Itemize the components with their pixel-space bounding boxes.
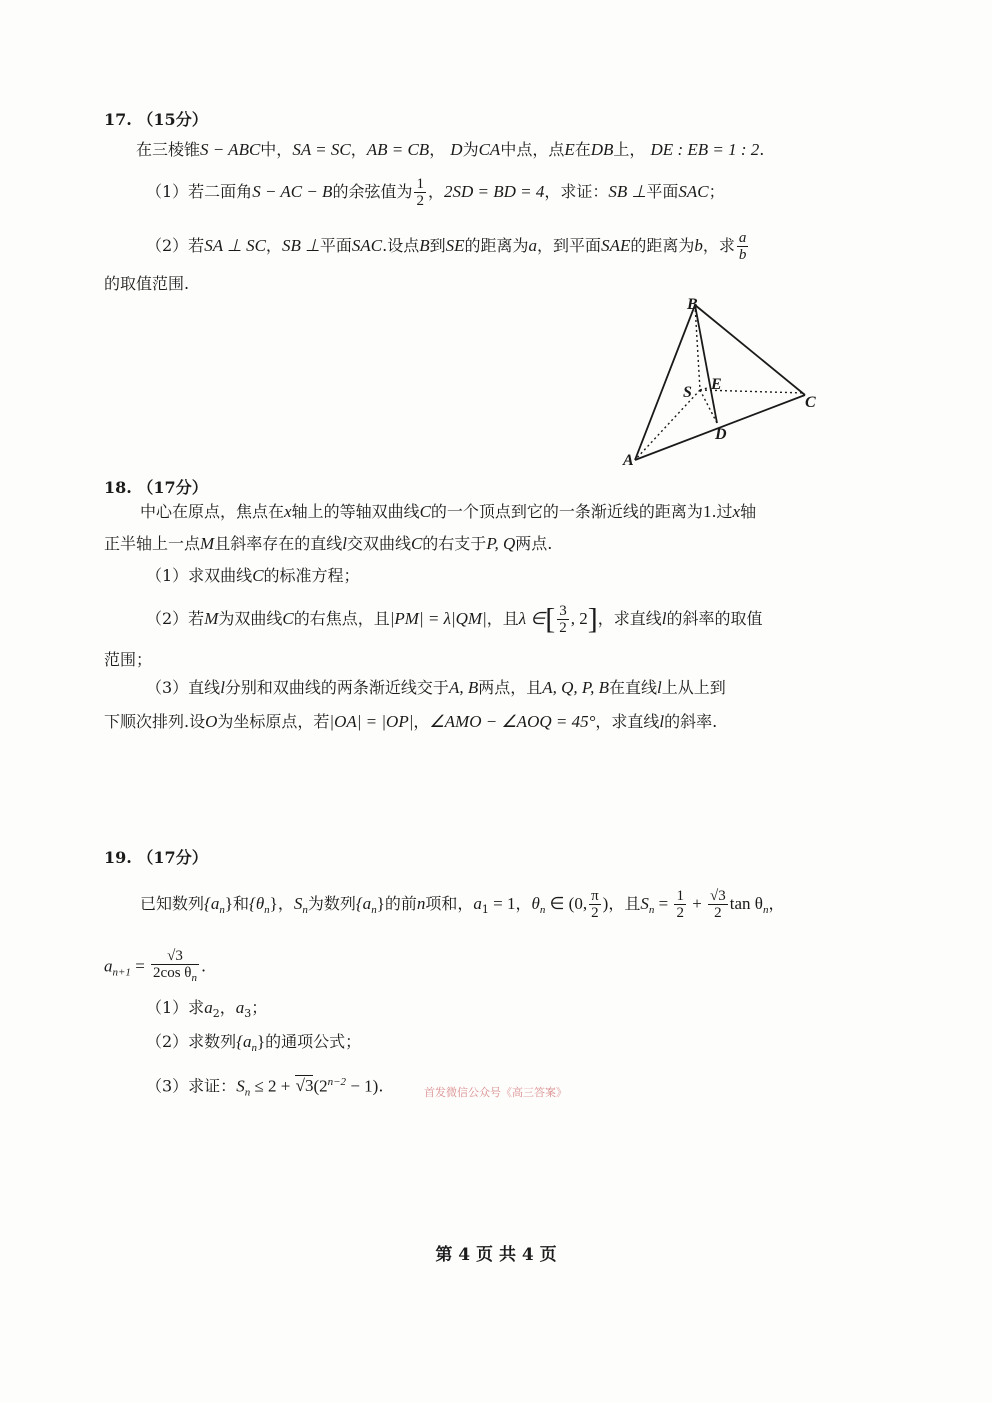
q18-part3-line1: （3）直线l分别和双曲线的两条渐近线交于A, B两点，且A, Q, P, B在直线l上从上到 (146, 678, 726, 697)
q19-recurrence: $a_{n+1}$ = $\frac{√3}{2\cos \theta_n}$ . (104, 948, 207, 984)
label-S: S (683, 384, 692, 401)
fraction-three-halves: $\frac{3}{2}$ (559, 603, 567, 636)
watermark: 首发微信公众号《高三答案》 (424, 1086, 567, 1099)
page-footer: 第 4 页 共 4 页 (435, 1245, 557, 1265)
q19-header: 19. （17分） (104, 848, 208, 867)
fraction-a-over-b: $\frac{a}{b}$ (738, 230, 747, 263)
q18-part1: （1）求双曲线C的标准方程； (146, 566, 360, 585)
q17-stem: 在三棱锥S − ABC中，SA = SC，AB = CB， D为CA中点，点E在DB上， DE : EB = 1 : 2. (136, 140, 765, 159)
fraction-half: $\frac{1}{2}$ (676, 888, 684, 921)
q18-part2-tail: 范围； (104, 650, 153, 669)
fraction-pi-half: $\frac{\pi}{2}$ (591, 888, 599, 921)
pyramid-figure (615, 295, 830, 470)
q18-stem-line1: 中心在原点，焦点在x轴上的等轴双曲线C的一个顶点到它的一条渐近线的距离为1.过x轴 (140, 502, 757, 521)
q18-part3-line2: 下顺次排列.设O为坐标原点，若|OA| = |OP|，∠AMO − ∠AOQ = 45°，求直线l的斜率. (104, 712, 718, 731)
label-A: A (623, 452, 634, 469)
label-B: B (687, 296, 698, 313)
edge-BD (695, 305, 717, 423)
label-D: D (715, 426, 727, 443)
q19-part2: （2）求数列$\{a_n\}$的通项公式； (146, 1032, 362, 1055)
fraction-one-half: $\frac{1}{2}$ (416, 176, 424, 209)
q17-header: 17. （15分） (104, 110, 208, 129)
q19-part3: （3）求证：$S_n \le 2 + √3(2^{n-2} - 1)$. (146, 1076, 384, 1099)
fraction-sqrt3-half: $\frac{√3}{2}$ (710, 888, 726, 921)
q18-header: 18. （17分） (104, 478, 208, 497)
q17-part2-tail: 的取值范围. (104, 274, 190, 293)
fraction-sqrt3-over-2cos: $\frac{√3}{2\cos \theta_n}$ (153, 948, 197, 984)
q19-part1: （1）求$a_2$，$a_3$； (146, 998, 268, 1021)
q18-part2: （2）若M为双曲线C的右焦点，且|PM| = λ|QM|，且λ ∈[ $\frac{3}{2}$ , 2]，求直线l的斜率的取值 (146, 602, 763, 636)
q18-stem-line2: 正半轴上一点M且斜率存在的直线l交双曲线C的右支于P, Q两点. (104, 534, 553, 553)
edge-BA (635, 305, 695, 460)
q17-part2: （2）若SA ⊥ SC，SB ⊥平面SAC.设点B到SE的距离为a，到平面SAE的距离为b，求 $\frac{a}{b}$ (146, 230, 747, 263)
q19-stem: 已知数列$\{a_n\}$和$\{\theta_n\}$，$S_n$为数列$\{a_n\}$的前n项和，$a_1 = 1$，$\theta_n$ ∈ (0, $\frac{\pi}{2}$ )，且$S_n$ = $\frac{1}{2}$ + $\frac{√3}{2}$ $\tan \theta_n$， (140, 888, 785, 921)
label-E: E (711, 376, 722, 393)
q17-part1: （1）若二面角S − AC − B的余弦值为 $\frac{1}{2}$ ，2SD = BD = 4，求证：SB ⊥平面SAC； (146, 176, 725, 209)
label-C: C (805, 394, 816, 411)
